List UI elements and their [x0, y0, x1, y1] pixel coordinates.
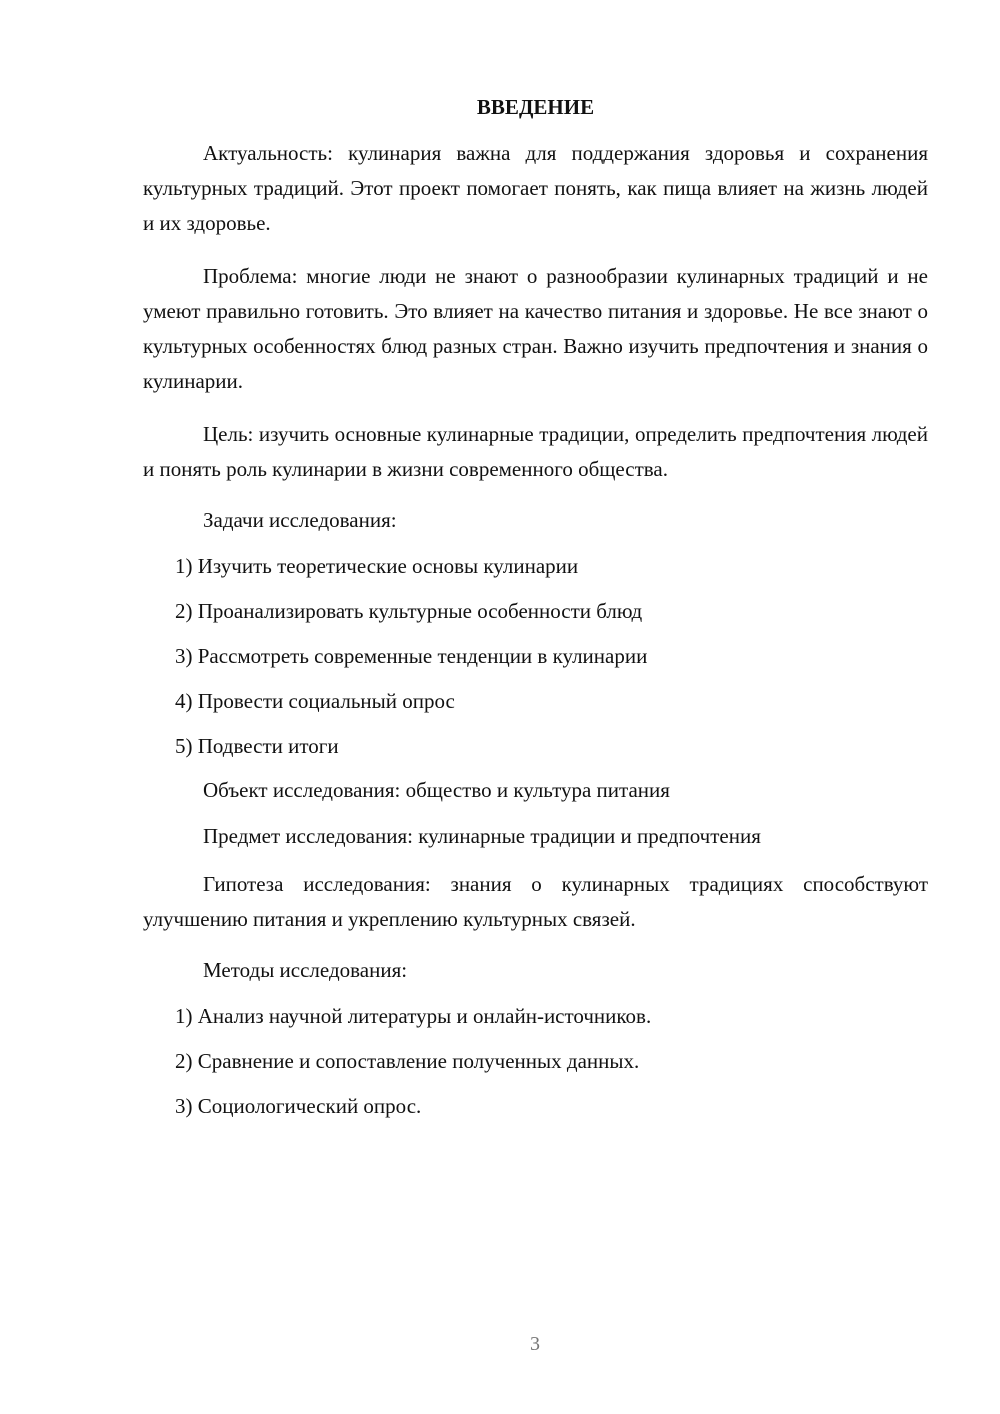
- object-line: Объект исследования: общество и культура питания: [203, 778, 670, 802]
- hypothesis-paragraph: Гипотеза исследования: знания о кулинарных традициях способствуют улучшению питания и укреплению культурных связей.: [143, 872, 928, 931]
- relevance-paragraph: Актуальность: кулинария важна для поддержания здоровья и сохранения культурных традиций. Этот проект помогает понять, как пища влияет на жизнь людей и их здоровье.: [143, 141, 928, 235]
- page-title: ВВЕДЕНИЕ: [476, 95, 595, 119]
- method-item: 1) Анализ научной литературы и онлайн-источников.: [175, 1004, 652, 1028]
- method-item: 2) Сравнение и сопоставление полученных данных.: [175, 1049, 640, 1073]
- tasks-heading: Задачи исследования:: [203, 508, 397, 532]
- goal-paragraph: Цель: изучить основные кулинарные традиции, определить предпочтения людей и понять роль кулинарии в жизни современного общества.: [143, 422, 928, 481]
- methods-heading: Методы исследования:: [203, 958, 408, 982]
- problem-paragraph: Проблема: многие люди не знают о разнообразии кулинарных традиций и не умеют правильно готовить. Это влияет на качество питания и здоровье. Не все знают о культурных особенностях блюд разных стран. Важно изучить предпочтения и знания о кулинарии.: [143, 264, 928, 393]
- methods-list: [143, 1001, 928, 1121]
- tasks-list: [143, 551, 928, 761]
- page-number: 3: [530, 1333, 540, 1355]
- task-item: 5) Подвести итоги: [175, 734, 339, 758]
- subject-line: Предмет исследования: кулинарные традиции и предпочтения: [203, 824, 761, 848]
- task-item: 3) Рассмотреть современные тенденции в кулинарии: [175, 644, 648, 668]
- task-item: 4) Провести социальный опрос: [175, 689, 455, 713]
- task-item: 2) Проанализировать культурные особенности блюд: [175, 599, 643, 623]
- page-content: [143, 95, 928, 1136]
- task-item: 1) Изучить теоретические основы кулинарии: [175, 554, 579, 578]
- method-item: 3) Социологический опрос.: [175, 1094, 422, 1118]
